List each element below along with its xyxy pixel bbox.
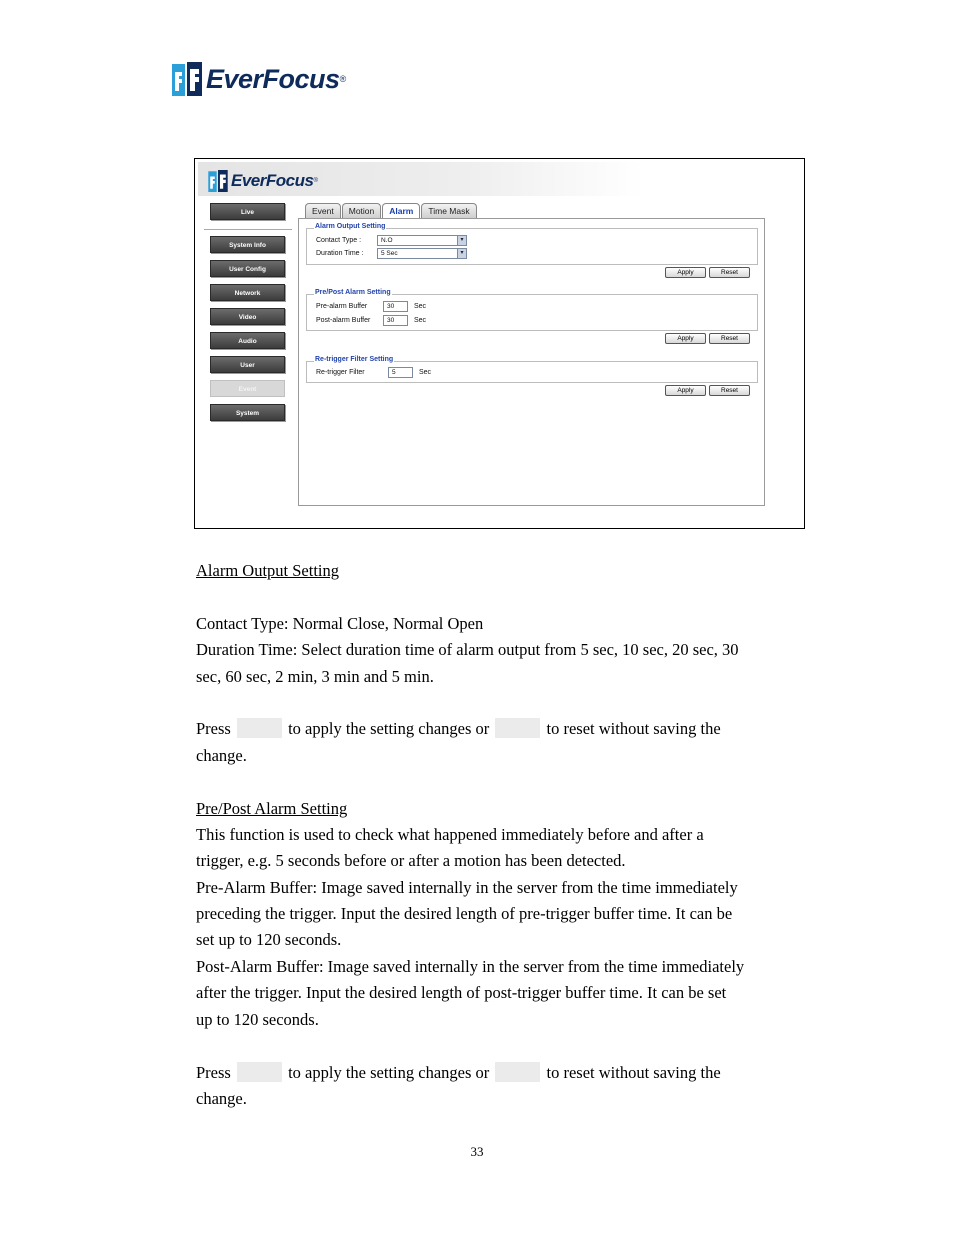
screenshot-banner xyxy=(198,162,643,196)
change-word-1: change. xyxy=(196,746,247,765)
retrigger-filter-label: Re-trigger Filter xyxy=(316,369,365,376)
everfocus-logo-icon xyxy=(172,62,202,96)
pre-alarm-unit: Sec xyxy=(414,303,427,310)
page-number: 33 xyxy=(470,1144,484,1159)
tab-alarm[interactable]: Alarm xyxy=(382,203,420,219)
tab-motion[interactable]: Motion xyxy=(342,203,382,218)
press-instruction-1 xyxy=(196,716,721,742)
post-alarm-buffer-input[interactable]: 30 xyxy=(383,315,408,326)
pre-alarm-desc-line3: set up to 120 seconds. xyxy=(196,930,342,949)
duration-text-line1: Duration Time: Select duration time of alarm output from 5 sec, 10 sec, 20 sec, 30 xyxy=(196,640,739,659)
press-instruction-2 xyxy=(196,1060,721,1086)
nav-event-button[interactable]: Event xyxy=(210,380,285,397)
alarm-output-apply-button[interactable]: Apply xyxy=(665,267,706,278)
duration-time-value: 5 Sec xyxy=(381,250,398,257)
retrigger-apply-button[interactable]: Apply xyxy=(665,385,706,396)
logo-registered: ® xyxy=(339,74,347,84)
post-alarm-desc-line2: after the trigger. Input the desired length of post-trigger buffer time. It can be set xyxy=(196,983,727,1002)
chevron-down-icon: ▾ xyxy=(457,249,466,258)
pre-alarm-desc-line2: preceding the trigger. Input the desired length of pre-trigger buffer time. It can be xyxy=(196,904,733,923)
nav-user-config-button[interactable]: User Config xyxy=(210,260,285,277)
post-alarm-desc-line3: up to 120 seconds. xyxy=(196,1010,319,1029)
post-alarm-desc-line1: Post-Alarm Buffer: Image saved internally in the server from the time immediately xyxy=(196,957,745,976)
pre-post-alarm-legend: Pre/Post Alarm Setting xyxy=(315,289,391,296)
press-word: Press xyxy=(196,719,231,738)
retrigger-unit: Sec xyxy=(419,369,432,376)
post-alarm-buffer-label: Post-alarm Buffer xyxy=(316,317,371,324)
alarm-output-fieldset xyxy=(306,223,758,265)
duration-time-select[interactable] xyxy=(377,248,467,259)
contact-type-label: Contact Type : xyxy=(316,237,362,244)
pre-alarm-buffer-label: Pre-alarm Buffer xyxy=(316,303,368,310)
contact-type-select[interactable] xyxy=(377,235,467,246)
heading-pre-post-alarm: Pre/Post Alarm Setting xyxy=(196,799,348,818)
logo-wordmark: EverFocus xyxy=(231,171,314,190)
press-word: Press xyxy=(196,1063,231,1082)
retrigger-filter-input[interactable]: 5 xyxy=(388,367,413,378)
apply-instruction: to apply the setting changes or xyxy=(288,719,490,738)
screenshot-logo xyxy=(208,170,318,192)
nav-divider xyxy=(204,229,292,230)
nav-user-button[interactable]: User xyxy=(210,356,285,373)
nav-live-button[interactable]: Live xyxy=(210,203,285,220)
settings-screenshot xyxy=(194,158,805,529)
retrigger-reset-button[interactable]: Reset xyxy=(709,385,750,396)
everfocus-logo xyxy=(172,62,346,96)
pre-post-reset-button[interactable]: Reset xyxy=(709,333,750,344)
change-word-2: change. xyxy=(196,1089,247,1108)
reset-button-image xyxy=(495,1062,540,1082)
settings-tabs xyxy=(305,203,478,219)
settings-panel xyxy=(298,218,765,506)
pre-alarm-buffer-input[interactable]: 30 xyxy=(383,301,408,312)
chevron-down-icon: ▾ xyxy=(457,236,466,245)
everfocus-logo-icon xyxy=(208,170,228,192)
alarm-output-reset-button[interactable]: Reset xyxy=(709,267,750,278)
reset-instruction: to reset without saving the xyxy=(546,1063,721,1082)
alarm-output-legend: Alarm Output Setting xyxy=(315,223,386,230)
duration-time-label: Duration Time : xyxy=(316,250,364,257)
contact-type-value: N.O xyxy=(381,237,393,244)
tab-time-mask[interactable]: Time Mask xyxy=(421,203,476,218)
reset-button-image xyxy=(495,718,540,738)
reset-instruction: to reset without saving the xyxy=(546,719,721,738)
post-alarm-unit: Sec xyxy=(414,317,427,324)
nav-network-button[interactable]: Network xyxy=(210,284,285,301)
pre-post-desc-line2: trigger, e.g. 5 seconds before or after a motion has been detected. xyxy=(196,851,626,870)
tab-event[interactable]: Event xyxy=(305,203,341,218)
retrigger-fieldset xyxy=(306,356,758,383)
contact-type-text: Contact Type: Normal Close, Normal Open xyxy=(196,614,484,633)
logo-wordmark: EverFocus xyxy=(206,63,340,94)
nav-system-button[interactable]: System xyxy=(210,404,285,421)
heading-alarm-output: Alarm Output Setting xyxy=(196,561,339,580)
nav-video-button[interactable]: Video xyxy=(210,308,285,325)
pre-post-desc-line1: This function is used to check what happened immediately before and after a xyxy=(196,825,704,844)
nav-audio-button[interactable]: Audio xyxy=(210,332,285,349)
logo-registered: ® xyxy=(313,178,318,184)
pre-post-apply-button[interactable]: Apply xyxy=(665,333,706,344)
retrigger-legend: Re-trigger Filter Setting xyxy=(315,356,394,363)
duration-text-line2: sec, 60 sec, 2 min, 3 min and 5 min. xyxy=(196,667,434,686)
nav-system-info-button[interactable]: System Info xyxy=(210,236,285,253)
pre-alarm-desc-line1: Pre-Alarm Buffer: Image saved internally in the server from the time immediately xyxy=(196,878,738,897)
apply-button-image xyxy=(237,1062,282,1082)
pre-post-alarm-fieldset xyxy=(306,289,758,331)
apply-instruction: to apply the setting changes or xyxy=(288,1063,490,1082)
apply-button-image xyxy=(237,718,282,738)
